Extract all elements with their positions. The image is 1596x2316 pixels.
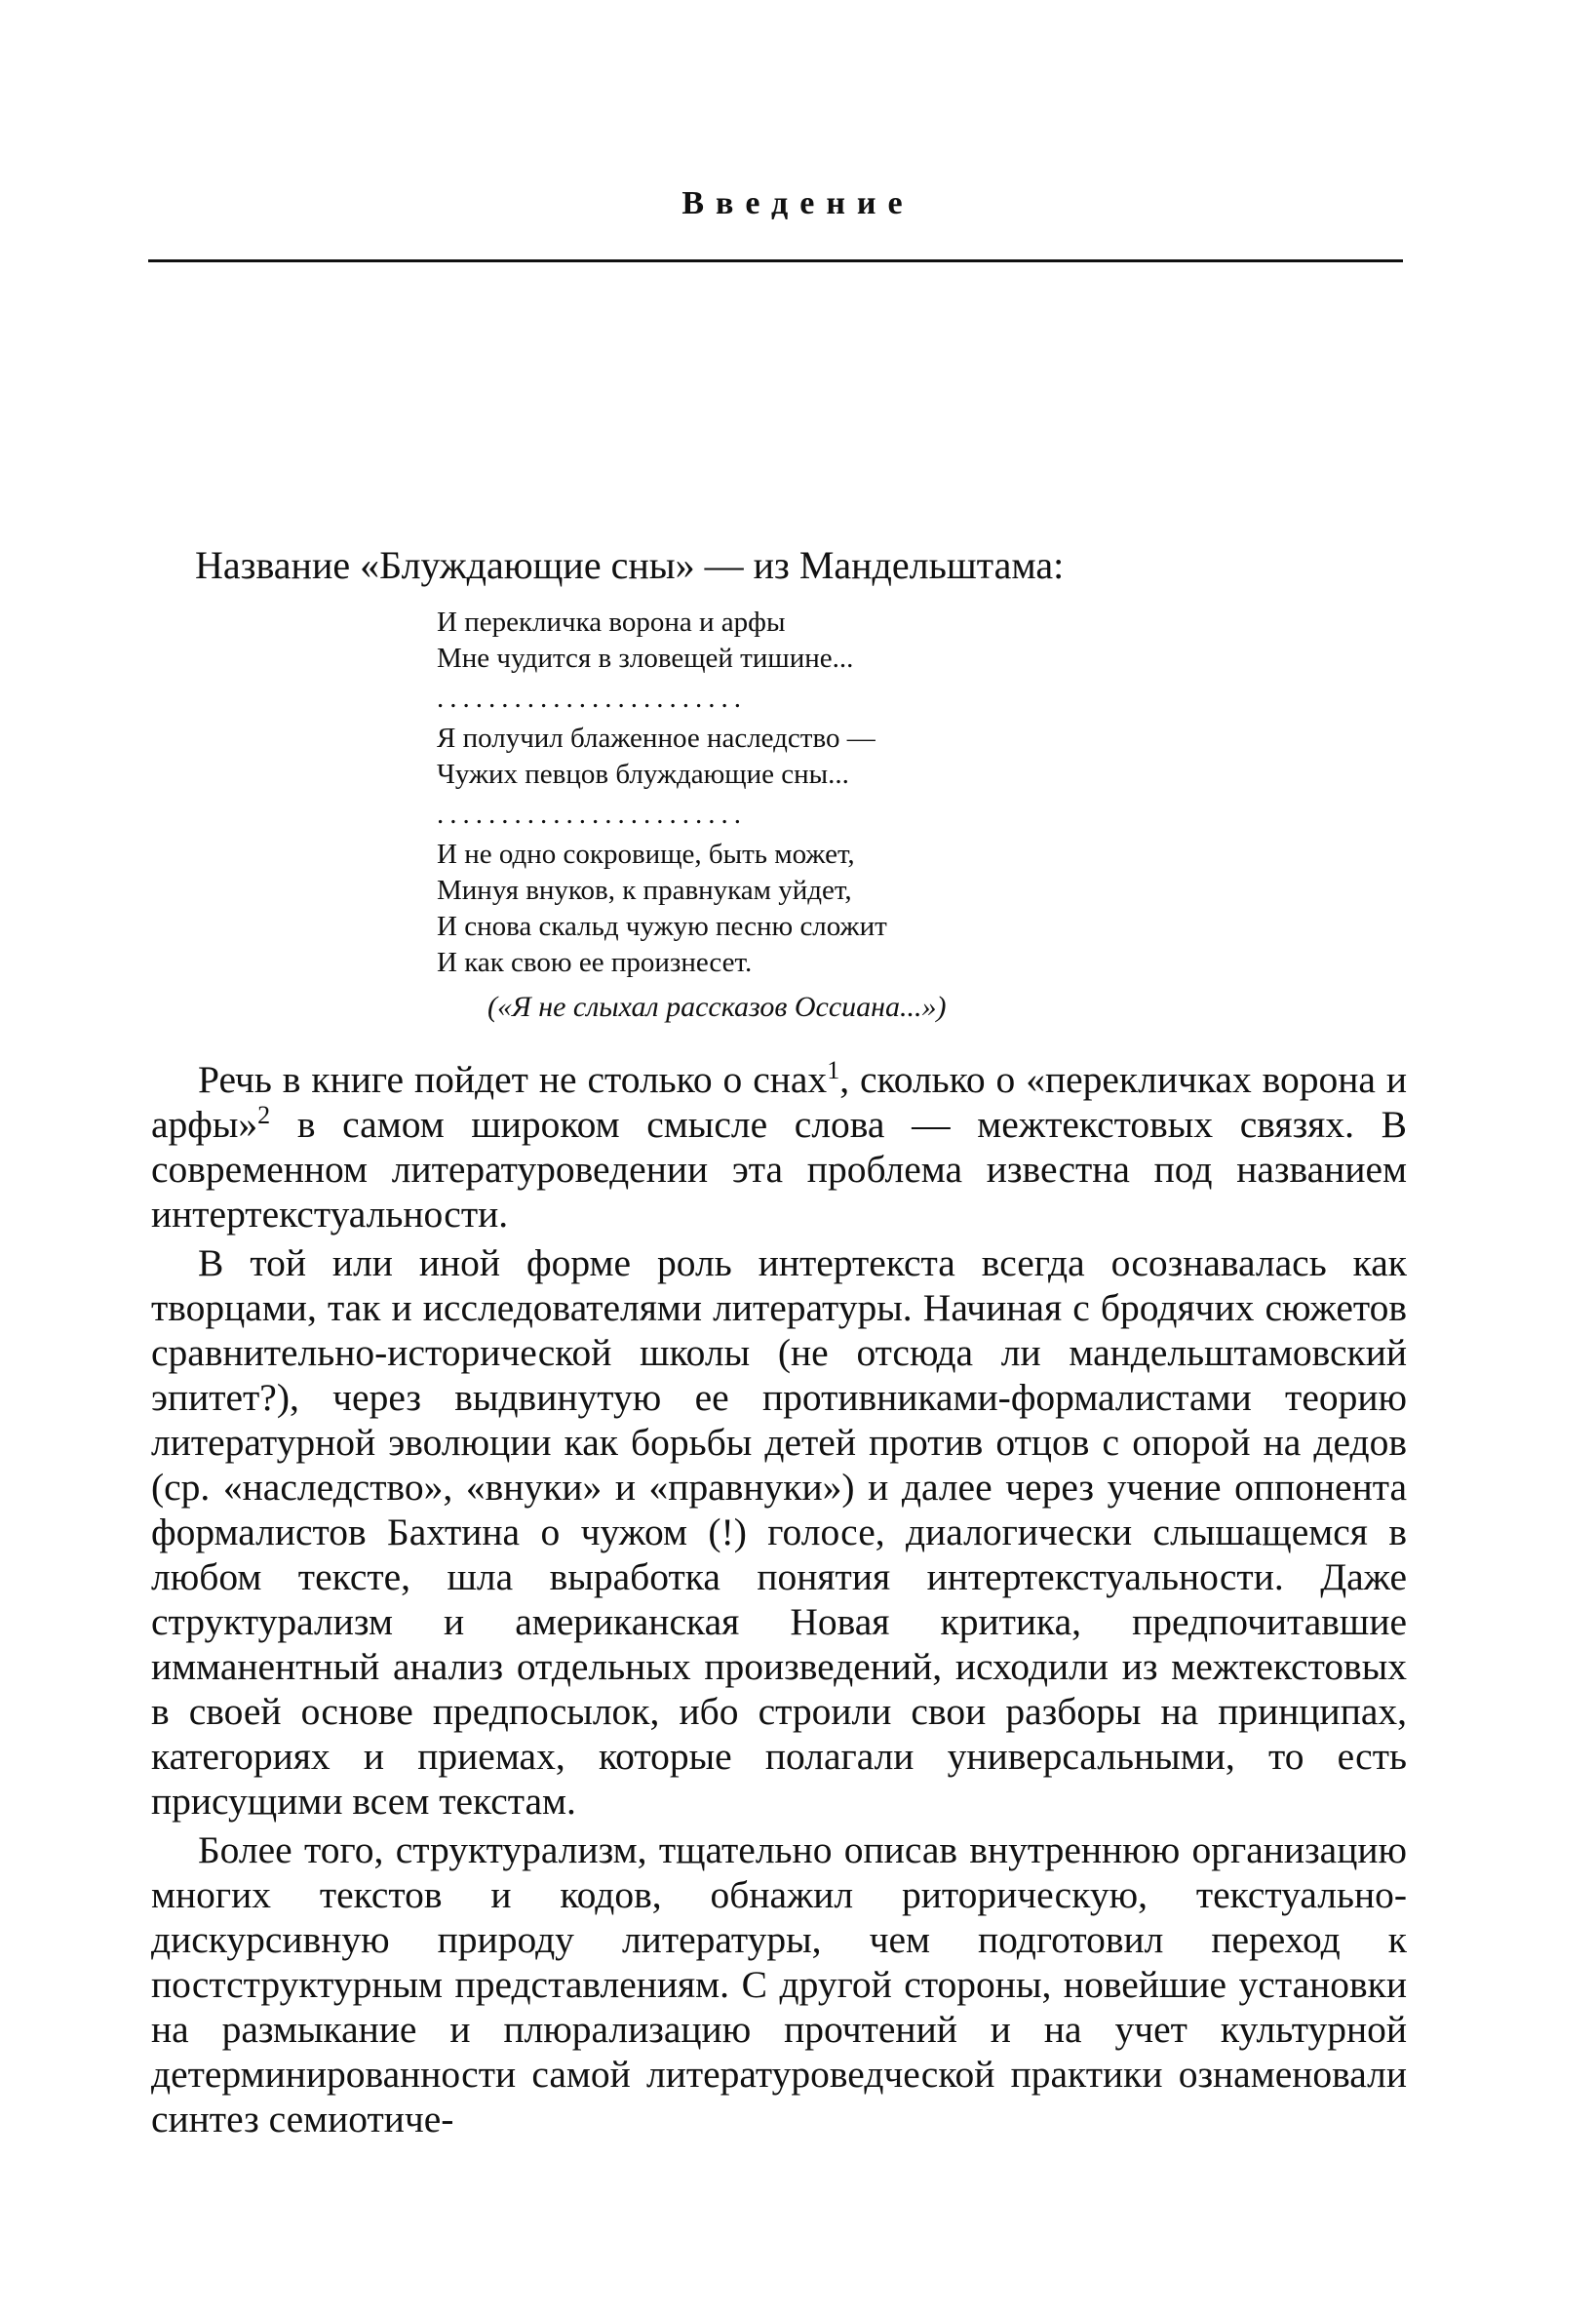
poem-line: И перекличка ворона и арфы [437,607,786,638]
footnote-ref-2[interactable]: 2 [257,1100,271,1129]
poem-ellipsis-separator: ........................ [437,683,747,714]
poem-line: Мне чудится в зловещей тишине... [437,643,854,674]
poem-ellipsis-separator: ........................ [437,799,747,830]
intro-line: Название «Блуждающие сны» — из Мандельштама: [195,543,1065,587]
paragraph-3: Более того, структурализм, тщательно описав внутреннюю организацию многих текстов и кодов, обнажил риторическую, текстуально-дискурсивную природу литературы, чем подготовил переход к постструктурным представлениям. С другой стороны, новейшие установки на размыкание и плюрализацию прочтений и на учет культурной детерминированности самой литературоведческой практики ознаменовали синтез семиотиче- [151,1828,1407,2140]
paragraph-2: В той или иной форме роль интертекста всегда осознавалась как творцами, так и исследователями литературы. Начиная с бродячих сюжетов сравнительно-исторической школы (не отсюда ли мандельштамовский эпитет?), через выдвинутую ее противниками-формалистами теорию литературной эволюции как борьбы детей против отцов с опорой на дедов (ср. «наследство», «внуки» и «правнуки») и далее через учение оппонента формалистов Бахтина о чужом (!) голосе, диалогически слышащемся в любом тексте, шла выработка понятия интертекстуальности. Даже структурализм и американская Новая критика, предпочитавшие имманентный анализ отдельных произведений, исходили из межтекстовых в своей основе предпосылок, ибо строили свои разборы на принципах, категориях и приемах, которые полагали универсальными, то есть присущими всем текстам. [151,1241,1407,1823]
paragraph-text: в самом широком смысле слова — межтекстовых связях. В современном литературоведении эта проблема известна под названием интертекстуальности. [151,1103,1407,1236]
epigraph-poem [437,605,887,981]
poem-line: Минуя внуков, к правнукам уйдет, [437,875,852,906]
body-text [151,1057,1407,2145]
paragraph-1 [151,1057,1407,1237]
poem-stanza-1 [437,605,887,677]
paragraph-text: , сколько о «перекличках ворона и арфы» [151,1058,1407,1146]
poem-line: И как свою ее произнесет. [437,947,753,978]
footnote-ref-1[interactable]: 1 [827,1055,840,1084]
poem-stanza-2 [437,721,887,793]
paragraph-text: Речь в книге пойдет не столько о снах [198,1058,828,1101]
poem-line: И снова скальд чужую песню сложит [437,911,887,942]
poem-source: («Я не слыхал рассказов Оссиана...») [487,991,947,1023]
header-rule [148,259,1403,262]
poem-stanza-3 [437,837,887,981]
poem-line: И не одно сокровище, быть может, [437,839,855,870]
poem-line: Чужих певцов блуждающие сны... [437,759,849,790]
poem-line: Я получил блаженное наследство — [437,723,876,754]
running-head: Введение [681,185,915,221]
